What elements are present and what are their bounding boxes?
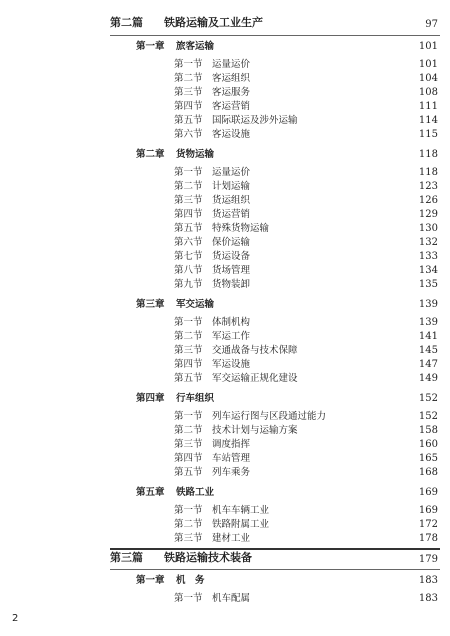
entry-page: 183 <box>418 593 438 604</box>
toc-section <box>110 220 438 234</box>
entry-page: 178 <box>418 533 438 544</box>
toc-section <box>110 314 438 328</box>
entry-page: 123 <box>418 181 438 192</box>
toc-section <box>110 70 438 84</box>
entry-page: 145 <box>418 345 438 356</box>
part-divider <box>110 35 440 36</box>
entry-page: 108 <box>418 87 438 98</box>
entry-number: 第四节 <box>174 453 203 464</box>
entry-title: 机车车辆工业 <box>212 505 270 516</box>
entry-number: 第六节 <box>174 129 203 140</box>
entry-page: 132 <box>418 237 438 248</box>
entry-title: 运量运价 <box>212 167 251 178</box>
entry-page: 172 <box>418 519 438 530</box>
entry-page: 152 <box>418 411 438 422</box>
entry-title: 铁路工业 <box>176 487 215 498</box>
entry-title: 铁路附属工业 <box>212 519 270 530</box>
entry-page: 97 <box>425 19 438 30</box>
entry-title: 货运营销 <box>212 209 251 220</box>
toc-section <box>110 516 438 530</box>
toc-section <box>110 178 438 192</box>
entry-number: 第三篇 <box>110 551 143 564</box>
toc-section <box>110 370 438 384</box>
entry-page: 118 <box>418 167 438 178</box>
entry-number: 第四章 <box>136 393 165 404</box>
toc-section <box>110 206 438 220</box>
entry-number: 第三节 <box>174 439 203 450</box>
entry-page: 160 <box>418 439 438 450</box>
entry-number: 第二节 <box>174 519 203 530</box>
entry-title: 客运设施 <box>212 129 251 140</box>
entry-page: 169 <box>418 505 438 516</box>
entry-page: 147 <box>418 359 438 370</box>
entry-page: 126 <box>418 195 438 206</box>
toc-chapter <box>110 572 438 586</box>
entry-number: 第二节 <box>174 73 203 84</box>
toc-section <box>110 234 438 248</box>
entry-page: 101 <box>418 59 438 70</box>
entry-title: 运量运价 <box>212 59 251 70</box>
entry-number: 第一节 <box>174 167 203 178</box>
toc-section <box>110 590 438 604</box>
entry-title: 旅客运输 <box>176 41 215 52</box>
entry-title: 保价运输 <box>212 237 251 248</box>
toc-section <box>110 112 438 126</box>
entry-title: 军运工作 <box>212 331 251 342</box>
toc-part <box>110 16 438 30</box>
toc-section <box>110 192 438 206</box>
entry-page: 133 <box>418 251 438 262</box>
entry-number: 第五章 <box>136 487 165 498</box>
entry-title: 客运营销 <box>212 101 251 112</box>
entry-number: 第三节 <box>174 533 203 544</box>
entry-page: 101 <box>418 41 438 52</box>
entry-number: 第五节 <box>174 223 203 234</box>
entry-page: 169 <box>418 487 438 498</box>
toc-section <box>110 164 438 178</box>
entry-page: 129 <box>418 209 438 220</box>
entry-page: 158 <box>418 425 438 436</box>
entry-page: 179 <box>418 554 438 565</box>
toc-section <box>110 422 438 436</box>
entry-title: 技术计划与运输方案 <box>212 425 298 436</box>
entry-number: 第七节 <box>174 251 203 262</box>
entry-title: 车站管理 <box>212 453 251 464</box>
entry-title: 特殊货物运输 <box>212 223 270 234</box>
entry-number: 第四节 <box>174 101 203 112</box>
entry-page: 139 <box>418 317 438 328</box>
entry-page: 111 <box>418 101 438 112</box>
entry-title: 货运设备 <box>212 251 251 262</box>
toc-section <box>110 342 438 356</box>
entry-number: 第三章 <box>136 299 165 310</box>
entry-number: 第一章 <box>136 41 165 52</box>
toc-section <box>110 276 438 290</box>
entry-title: 货物运输 <box>176 149 215 160</box>
entry-number: 第三节 <box>174 195 203 206</box>
entry-page: 134 <box>418 265 438 276</box>
entry-number: 第六节 <box>174 237 203 248</box>
entry-title: 机 务 <box>176 575 205 586</box>
toc-section <box>110 98 438 112</box>
entry-page: 141 <box>418 331 438 342</box>
entry-number: 第三节 <box>174 87 203 98</box>
part-divider <box>110 569 440 570</box>
toc-section <box>110 530 438 544</box>
entry-page: 149 <box>418 373 438 384</box>
toc-section <box>110 248 438 262</box>
entry-title: 计划运输 <box>212 181 251 192</box>
entry-number: 第四节 <box>174 209 203 220</box>
entry-number: 第一节 <box>174 593 203 604</box>
entry-number: 第五节 <box>174 115 203 126</box>
entry-number: 第四节 <box>174 359 203 370</box>
toc-section <box>110 436 438 450</box>
entry-page: 114 <box>418 115 438 126</box>
entry-title: 军交运输正规化建设 <box>212 373 298 384</box>
entry-title: 列车乘务 <box>212 467 251 478</box>
entry-number: 第二节 <box>174 181 203 192</box>
entry-number: 第二章 <box>136 149 165 160</box>
entry-number: 第九节 <box>174 279 203 290</box>
entry-number: 第三节 <box>174 345 203 356</box>
entry-title: 铁路运输技术装备 <box>164 551 252 564</box>
toc-section <box>110 408 438 422</box>
entry-title: 机车配属 <box>212 593 251 604</box>
entry-title: 客运服务 <box>212 87 251 98</box>
toc-chapter <box>110 296 438 310</box>
entry-page: 104 <box>418 73 438 84</box>
entry-number: 第二节 <box>174 331 203 342</box>
toc-section <box>110 502 438 516</box>
entry-number: 第一节 <box>174 59 203 70</box>
entry-page: 152 <box>418 393 438 404</box>
toc-section <box>110 56 438 70</box>
entry-number: 第一节 <box>174 505 203 516</box>
entry-page: 135 <box>418 279 438 290</box>
toc-chapter <box>110 146 438 160</box>
entry-title: 军运设施 <box>212 359 251 370</box>
entry-number: 第五节 <box>174 373 203 384</box>
entry-page: 168 <box>418 467 438 478</box>
entry-title: 铁路运输及工业生产 <box>164 16 263 29</box>
entry-page: 139 <box>418 299 438 310</box>
toc-part <box>110 551 438 565</box>
toc-section <box>110 262 438 276</box>
toc-section <box>110 464 438 478</box>
entry-number: 第二篇 <box>110 16 143 29</box>
entry-title: 列车运行图与区段通过能力 <box>212 411 327 422</box>
entry-title: 行车组织 <box>176 393 215 404</box>
toc-chapter <box>110 38 438 52</box>
toc-section <box>110 328 438 342</box>
entry-title: 体制机构 <box>212 317 251 328</box>
entry-page: 115 <box>418 129 438 140</box>
entry-page: 118 <box>418 149 438 160</box>
entry-title: 货运组织 <box>212 195 251 206</box>
entry-number: 第五节 <box>174 467 203 478</box>
entry-title: 建材工业 <box>212 533 251 544</box>
toc-section <box>110 84 438 98</box>
entry-page: 183 <box>418 575 438 586</box>
entry-page: 130 <box>418 223 438 234</box>
entry-title: 调度指挥 <box>212 439 251 450</box>
toc-section <box>110 126 438 140</box>
entry-title: 国际联运及涉外运输 <box>212 115 298 126</box>
toc-section <box>110 356 438 370</box>
entry-number: 第八节 <box>174 265 203 276</box>
entry-title: 货物装卸 <box>212 279 251 290</box>
entry-title: 交通战备与技术保障 <box>212 345 298 356</box>
entry-number: 第一节 <box>174 317 203 328</box>
entry-title: 货场管理 <box>212 265 251 276</box>
page-number: 2 <box>12 613 19 624</box>
entry-number: 第一章 <box>136 575 165 586</box>
entry-title: 军交运输 <box>176 299 215 310</box>
entry-page: 165 <box>418 453 438 464</box>
entry-title: 客运组织 <box>212 73 251 84</box>
entry-number: 第二节 <box>174 425 203 436</box>
toc-section <box>110 450 438 464</box>
entry-number: 第一节 <box>174 411 203 422</box>
toc-chapter <box>110 484 438 498</box>
toc-chapter <box>110 390 438 404</box>
